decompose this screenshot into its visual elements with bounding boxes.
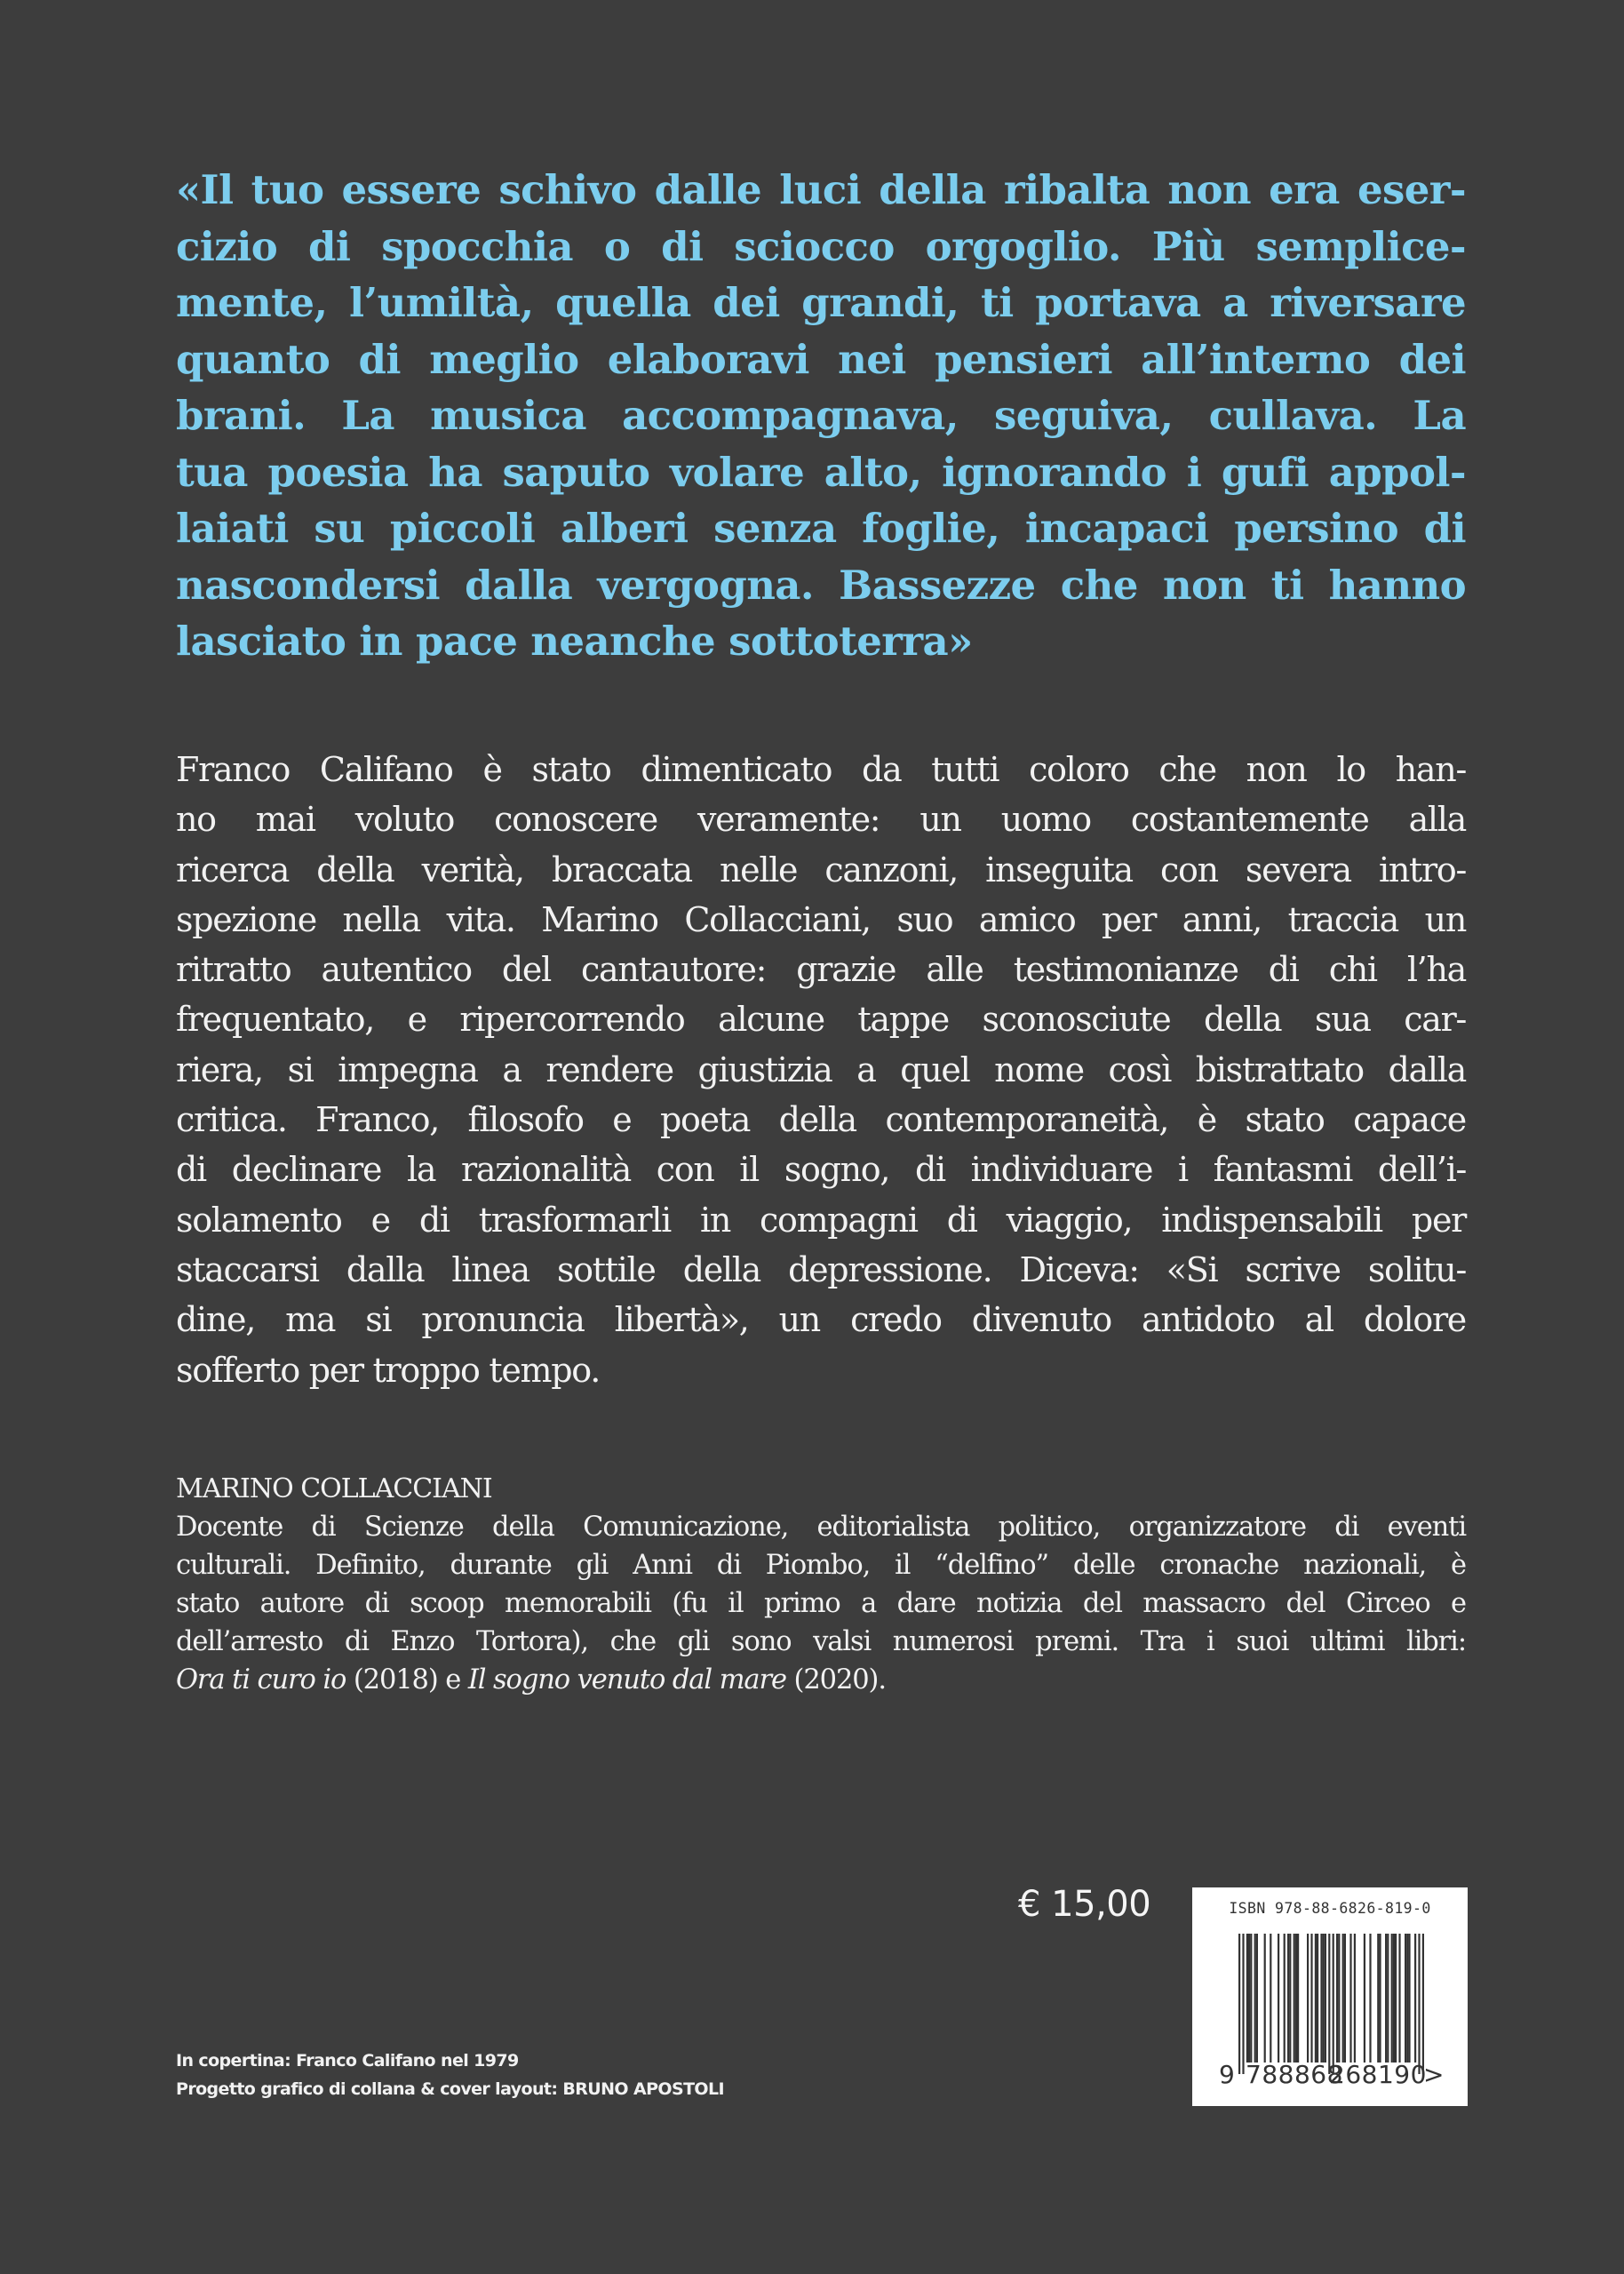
synopsis	[176, 745, 1466, 1395]
isbn-barcode	[1192, 1887, 1468, 2106]
isbn-label: ISBN 978-88-6826-819-0	[1229, 1900, 1431, 1917]
credits	[176, 2047, 724, 2103]
synopsis-line: no mai voluto conoscere veramente: un uomo costantemente alla	[176, 800, 1466, 840]
quote-line: tua poesia ha saputo volare alto, ignorando i gufi appol-	[176, 448, 1466, 496]
synopsis-line: di declinare la razionalità con il sogno, di individuare i fantasmi dell’i-	[176, 1150, 1466, 1190]
pull-quote	[176, 162, 1466, 670]
bio-line: dell’arresto di Enzo Tortora), che gli sono valsi numerosi premi. Tra i suoi ultimi libri:	[176, 1626, 1466, 1657]
synopsis-line: dine, ma si pronuncia libertà», un credo divenuto antidoto al dolore	[176, 1300, 1466, 1340]
synopsis-line: staccarsi dalla linea sottile della depressione. Diceva: «Si scrive solitu-	[176, 1249, 1466, 1289]
quote-line: lasciato in pace neanche sottoterra»	[176, 618, 973, 665]
book-year: (2018) e	[346, 1664, 468, 1696]
book-title: Il sogno venuto dal mare	[467, 1664, 786, 1696]
barcode-quiet-zone-marker: >	[1423, 2060, 1445, 2089]
quote-line: brani. La musica accompagnava, seguiva, cullava. La	[176, 392, 1466, 439]
design-credit: Progetto grafico di collana & cover layout: BRUNO APOSTOLI	[176, 2079, 724, 2099]
barcode-right-digits: 268190	[1329, 2060, 1427, 2089]
author-name: MARINO COLLACCIANI	[176, 1473, 492, 1504]
quote-line: quanto di meglio elaboravi nei pensieri all’interno dei	[176, 335, 1466, 383]
synopsis-line: ritratto autentico del cantautore: grazie alle testimonianze di chi l’ha	[176, 950, 1466, 990]
bio-line: Docente di Scienze della Comunicazione, editorialista politico, organizzatore di eventi	[176, 1512, 1466, 1543]
price: € 15,00	[1018, 1884, 1151, 1925]
barcode-lead-digit: 9	[1219, 2060, 1235, 2089]
synopsis-line: Franco Califano è stato dimenticato da tutti coloro che non lo han-	[176, 750, 1466, 789]
synopsis-line: sofferto per troppo tempo.	[176, 1350, 600, 1390]
bio-line: stato autore di scoop memorabili (fu il primo a dare notizia del massacro del Circeo e	[176, 1588, 1466, 1619]
book-year: (2020).	[785, 1664, 886, 1696]
synopsis-line: riera, si impegna a rendere giustizia a quel nome così bistrattato dalla	[176, 1049, 1466, 1089]
book-title: Ora ti curo io	[176, 1664, 346, 1696]
synopsis-line: critica. Franco, filosofo e poeta della contemporaneità, è stato capace	[176, 1100, 1466, 1140]
quote-line: mente, l’umiltà, quella dei grandi, ti portava a riversare	[176, 279, 1466, 326]
synopsis-line: frequentato, e ripercorrendo alcune tappe sconosciute della sua car-	[176, 1000, 1466, 1040]
barcode-left-digits: 788868	[1246, 2060, 1343, 2089]
bio-line-books	[176, 1661, 1466, 1699]
synopsis-line: ricerca della verità, braccata nelle canzoni, inseguita con severa intro-	[176, 850, 1466, 890]
quote-line: «Il tuo essere schivo dalle luci della ribalta non era eser-	[176, 166, 1466, 213]
cover-photo-credit: In copertina: Franco Califano nel 1979	[176, 2051, 519, 2071]
quote-line: nascondersi dalla vergogna. Bassezze che non ti hanno	[176, 561, 1466, 609]
bio-line: culturali. Definito, durante gli Anni di Piombo, il “delfino” delle cronache nazionali, è	[176, 1550, 1466, 1581]
quote-line: laiati su piccoli alberi senza foglie, incapaci persino di	[176, 505, 1466, 552]
author-bio	[176, 1508, 1466, 1699]
synopsis-line: solamento e di trasformarli in compagni di viaggio, indispensabili per	[176, 1200, 1466, 1240]
synopsis-line: spezione nella vita. Marino Collacciani, suo amico per anni, traccia un	[176, 899, 1466, 939]
quote-line: cizio di spocchia o di sciocco orgoglio. Più semplice-	[176, 222, 1466, 270]
